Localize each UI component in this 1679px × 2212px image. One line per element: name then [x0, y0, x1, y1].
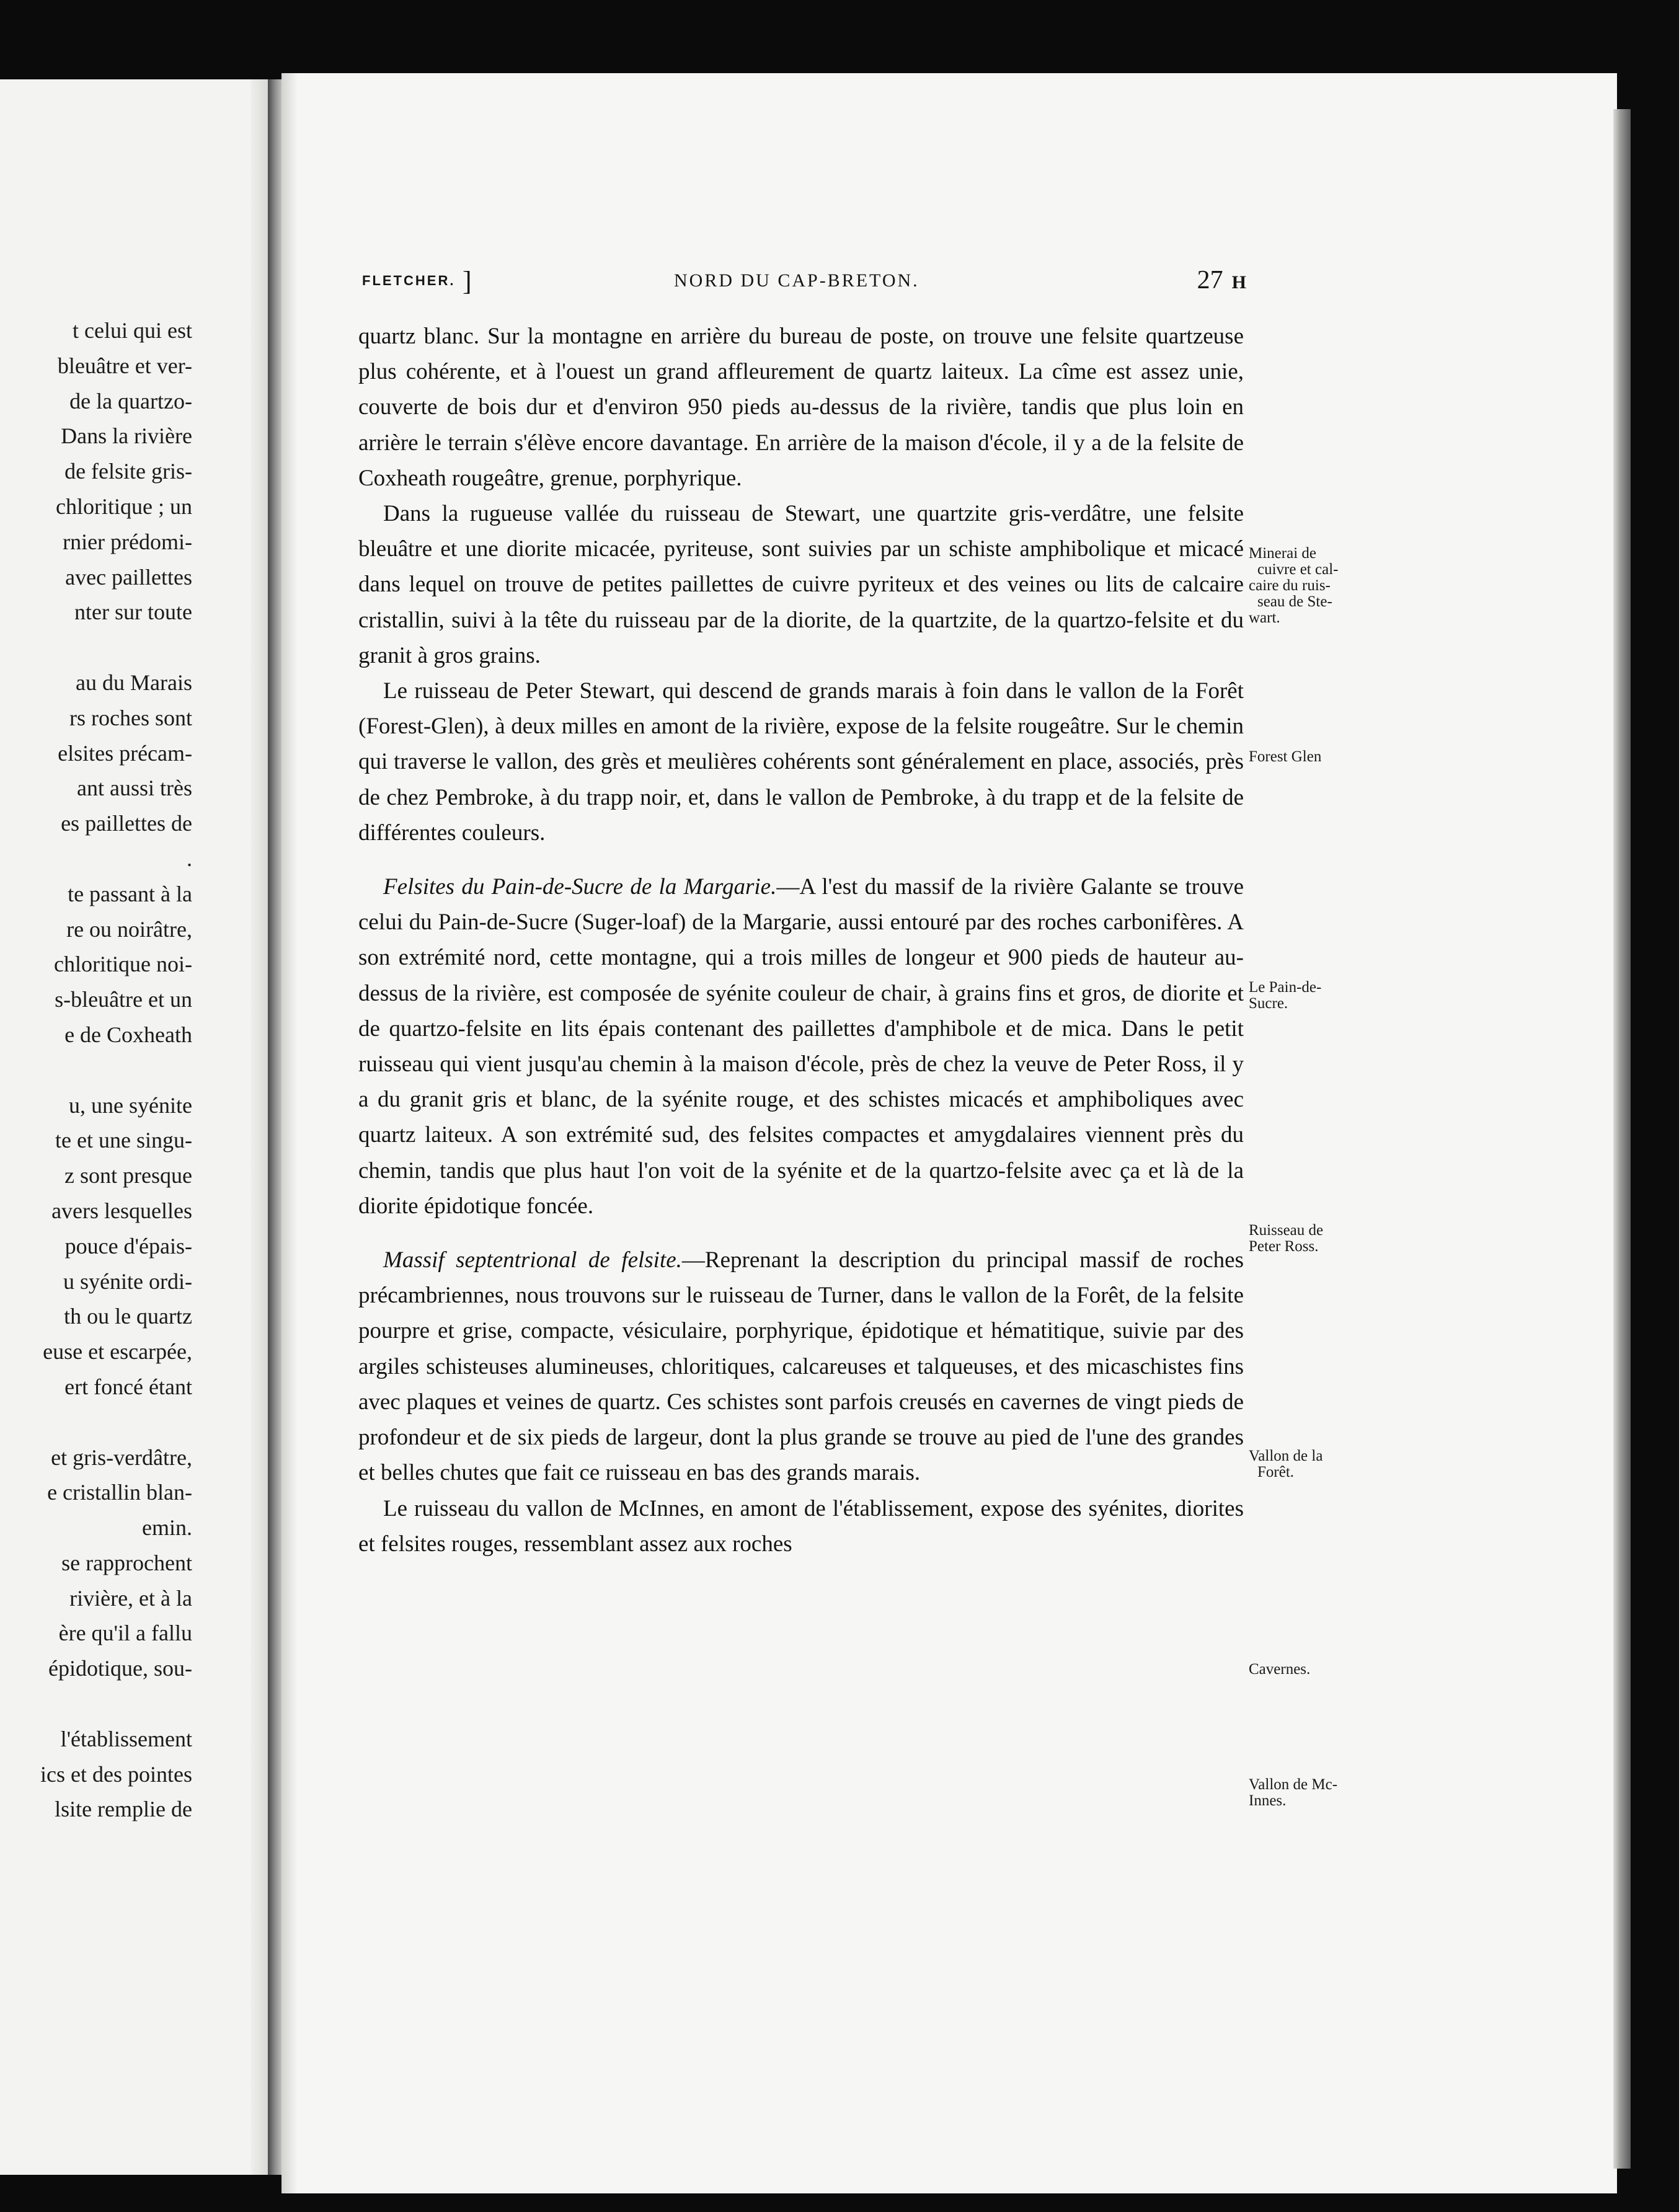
- running-head-author: FLETCHER.: [362, 273, 456, 288]
- facing-page-line: épidotique, sou-: [48, 1656, 192, 1681]
- facing-page-line: s-bleuâtre et un: [55, 987, 192, 1012]
- sidenote-line: Peter Ross.: [1249, 1238, 1319, 1255]
- paragraph-3: Le ruisseau de Peter Stewart, qui descend de grands marais à foin dans le vallon de la Forêt (Forest-Glen), à deux milles en amont de la rivière, expose de la felsite rougeâtre. Sur le chemin qui traverse le vallon, des grès et meulières cohérents sont généralement en place, associés, près de chez Pembroke, à du trapp noir, et, dans le vallon de Pembroke, à du trapp et de la felsite de différentes couleurs.: [358, 678, 1244, 846]
- facing-page-line: .: [187, 846, 192, 871]
- facing-page-line: ère qu'il a fallu: [58, 1621, 192, 1646]
- facing-page-line: au du Marais: [76, 670, 192, 695]
- facing-page-line: bleuâtre et ver-: [57, 353, 192, 378]
- facing-page-line: de la quartzo-: [69, 388, 192, 414]
- facing-page-line: avers lesquelles: [51, 1198, 192, 1223]
- sidenote-mcinnes: [1249, 1777, 1391, 1809]
- paragraph-5: [358, 1242, 1244, 1490]
- paragraph-6: Le ruisseau du vallon de McInnes, en amont de l'établissement, expose des syénites, diorites et felsites rouges, ressemblant assez aux roches: [358, 1495, 1244, 1557]
- sidenote-line: Forêt.: [1257, 1464, 1295, 1480]
- sidenote-line: Innes.: [1249, 1792, 1287, 1809]
- sidenote-minerai: [1249, 546, 1391, 626]
- book-gutter: [268, 79, 281, 2175]
- body-text: [358, 319, 1244, 1562]
- facing-page-line: rivière, et à la: [69, 1585, 192, 1611]
- facing-page-line: rs roches sont: [69, 705, 192, 730]
- facing-page-line: ert foncé étant: [64, 1374, 192, 1399]
- facing-page-line: avec paillettes: [65, 564, 192, 590]
- facing-page-line: elsites précam-: [58, 740, 192, 766]
- facing-page-line: se rapprochent: [61, 1550, 192, 1575]
- sidenote-line: Ruisseau de: [1249, 1222, 1324, 1239]
- facing-page-line: te et une singu-: [55, 1128, 192, 1153]
- facing-page-line: re ou noirâtre,: [66, 916, 192, 942]
- facing-page-line: ics et des pointes: [40, 1761, 192, 1787]
- facing-page-line: te passant à la: [68, 881, 192, 906]
- facing-page-line: lsite remplie de: [55, 1797, 192, 1822]
- facing-page-line: th ou le quartz: [64, 1304, 192, 1329]
- sidenote-line: seau de Ste-: [1257, 593, 1332, 610]
- facing-page-line: pouce d'épais-: [64, 1233, 192, 1259]
- facing-page-edge: [250, 79, 268, 2175]
- sidenote-pain-de-sucre: [1249, 980, 1391, 1012]
- facing-page-line: e cristallin blan-: [47, 1480, 192, 1505]
- facing-page-line: l'établissement: [60, 1726, 192, 1751]
- facing-page-line: [0, 1686, 192, 1722]
- running-head: [362, 267, 1246, 304]
- page-curl-shadow: [281, 73, 298, 2193]
- sidenote-forest-glen: [1249, 749, 1391, 765]
- facing-page-line: es paillettes de: [61, 811, 192, 836]
- sidenote-peter-ross: [1249, 1223, 1391, 1255]
- section-dash: —: [776, 874, 800, 900]
- sidenote-line: wart.: [1249, 609, 1280, 626]
- sidenote-line: Forest Glen: [1249, 748, 1322, 765]
- facing-page-line: emin.: [142, 1515, 192, 1541]
- facing-page-line: de felsite gris-: [64, 459, 192, 484]
- section-title-pain-de-sucre: Felsites du Pain-de-Sucre de la Margarie.: [383, 874, 777, 900]
- facing-page-line: z sont presque: [64, 1163, 192, 1188]
- page-number-value: 27: [1197, 266, 1223, 294]
- facing-page-text: [0, 313, 192, 1827]
- section-dash: —: [681, 1247, 705, 1273]
- sidenote-line: Vallon de la: [1249, 1448, 1323, 1464]
- paragraph-4-text: A l'est du massif de la rivière Galante se trouve celui du Pain-de-Sucre (Suger-loaf) de la Margarie, aussi entouré par des roches carbonifères. A son extrémité nord, cette montagne, qui a trois milles de longeur et 900 pieds de hauteur au-dessus de la rivière, est composée de syénite couleur de chair, à grains fins et gros, de diorite et de quartzo-felsite en lits épais contenant des paillettes d'amphibole et de mica. Dans le petit ruisseau qui vient jusqu'au chemin à la maison d'école, près de chez la veuve de Peter Ross, il y a du granit gris et blanc, de la syénite rouge, et des schistes micacés et amphiboliques avec quartz laiteux. A son extrémité sud, des felsites compactes et amygdalaires viennent près du chemin, tandis que plus haut l'on voit de la syénite et de la quartzo-felsite avec ça et là de la diorite épidotique foncée.: [358, 874, 1244, 1219]
- section-title-massif-septentrional: Massif septentrional de felsite.: [383, 1247, 682, 1273]
- facing-page-line: [0, 630, 192, 665]
- facing-page-line: rnier prédomi-: [63, 529, 192, 554]
- sidenote-line: caire du ruis-: [1249, 577, 1331, 594]
- sidenote-line: Minerai de: [1249, 545, 1316, 562]
- facing-page-line: t celui qui est: [73, 318, 192, 343]
- facing-page-line: Dans la rivière: [61, 423, 192, 449]
- facing-page-line: [0, 1053, 192, 1088]
- facing-page-line: nter sur toute: [74, 599, 192, 625]
- sidenote-line: Cavernes.: [1249, 1661, 1311, 1678]
- page-series-letter: H: [1231, 272, 1246, 293]
- facing-page-line: chloritique noi-: [54, 952, 192, 977]
- sidenote-line: Le Pain-de-: [1249, 979, 1322, 996]
- facing-page-line: chloritique ; un: [56, 493, 192, 519]
- facing-page-line: e de Coxheath: [64, 1022, 192, 1047]
- facing-page-line: u, une syénite: [69, 1092, 192, 1118]
- page-stack-edge: [1613, 109, 1631, 2169]
- sidenote-cavernes: [1249, 1661, 1391, 1678]
- facing-page-line: et gris-verdâtre,: [51, 1444, 192, 1470]
- paragraph-5-text: Reprenant la description du principal massif de roches précambriennes, nous trouvons sur le ruisseau de Turner, dans le vallon de la Forêt, de la felsite pourpre et grise, compacte, vésiculaire, porphyrique, épidotique et hématitique, suivie par des argiles schisteuses alumineuses, chloritiques, calcareuses et talqueuses, et des micaschistes fins avec plaques et veines de quartz. Ces schistes sont parfois creusés en cavernes de vingt pieds de profondeur et de six pieds de largeur, dont la plus grande se trouve au pied de l'une des grandes et belles chutes que fait ce ruisseau en bas des grands marais.: [358, 1247, 1244, 1486]
- sidenote-line: Sucre.: [1249, 995, 1288, 1012]
- facing-page-line: [0, 1405, 192, 1440]
- running-head-bracket: ]: [463, 266, 472, 296]
- paragraph-2: Dans la rugueuse vallée du ruisseau de Stewart, une quartzite gris-verdâtre, une felsite bleuâtre et une diorite micacée, pyriteuse, sont suivies par un schiste amphibolique et micacé dans lequel on trouve de petites paillettes de cuivre pyriteux et des veines ou lits de calcaire cristallin, suivi à la tête du ruisseau par de la diorite, de la quartzite, de la quartzo-felsite et du granit à gros grains.: [358, 501, 1244, 668]
- sidenote-line: Vallon de Mc-: [1249, 1776, 1338, 1793]
- paragraph-4: [358, 869, 1244, 1224]
- running-head-title: NORD DU CAP-BRETON.: [674, 270, 919, 291]
- sidenote-vallon-foret: [1249, 1448, 1391, 1480]
- paragraph-1: quartz blanc. Sur la montagne en arrière du bureau de poste, on trouve une felsite quartzeuse plus cohérente, et à l'ouest un grand affleurement de quartz laiteux. La cîme est assez unie, couverte de bois dur et d'environ 950 pieds au-dessus de la rivière, tandis que plus loin en arrière le terrain s'élève encore davantage. En arrière de la maison d'école, il y a de la felsite de Coxheath rougeâtre, grenue, porphyrique.: [358, 324, 1244, 491]
- facing-page-line: ant aussi très: [77, 776, 192, 801]
- page-number: [1197, 265, 1246, 295]
- facing-page-line: u syénite ordi-: [63, 1268, 192, 1294]
- sidenote-line: cuivre et cal-: [1257, 561, 1339, 578]
- facing-page-line: euse et escarpée,: [43, 1339, 192, 1365]
